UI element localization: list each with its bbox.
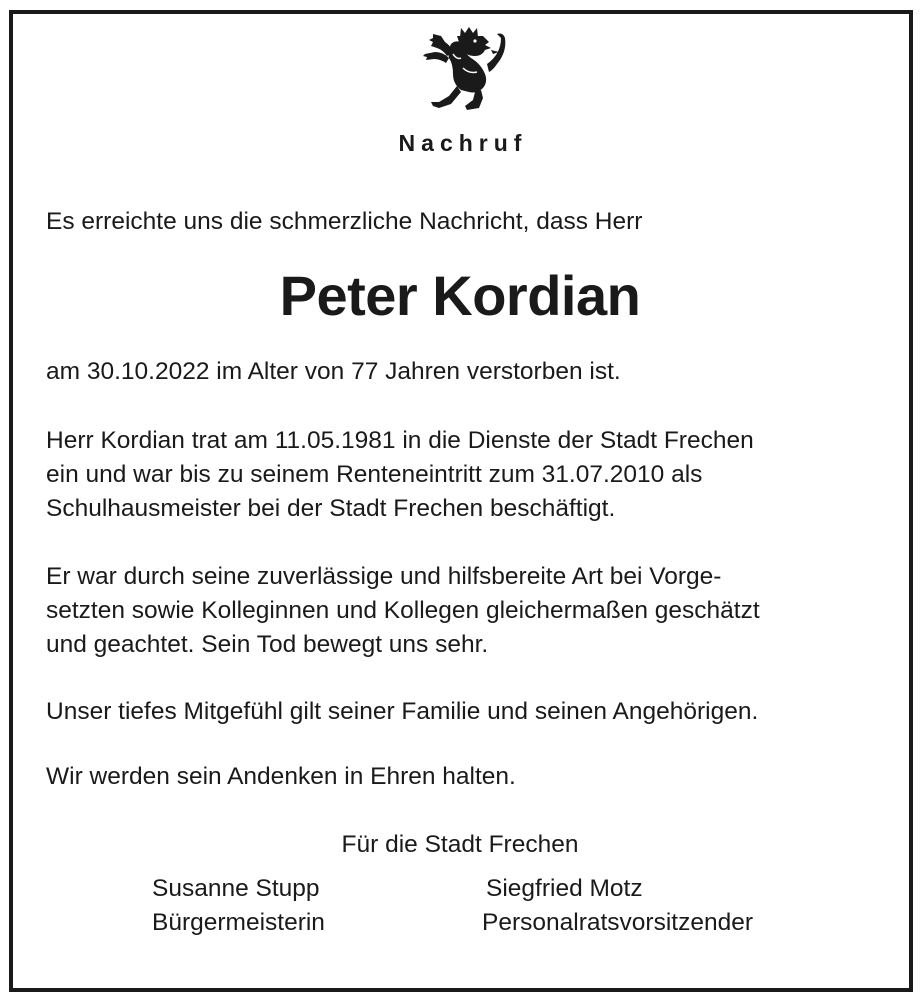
deceased-name: Peter Kordian [279, 264, 641, 327]
paragraph-line: ein und war bis zu seinem Renteneintritt zum 31.07.2010 als [46, 461, 703, 488]
paragraph-line: Er war durch seine zuverlässige und hilfsbereite Art bei Vorge- [46, 563, 722, 590]
paragraph-line: setzten sowie Kolleginnen und Kollegen gleichermaßen geschätzt [46, 597, 760, 624]
condolence-text: Unser tiefes Mitgefühl gilt seiner Familie und seinen Angehörigen. [46, 698, 759, 725]
on-behalf-line: Für die Stadt Frechen [341, 831, 579, 858]
heading-nachruf: Nachruf [398, 130, 528, 156]
death-line: am 30.10.2022 im Alter von 77 Jahren verstorben ist. [46, 358, 621, 385]
signatory-role: Bürgermeisterin [152, 909, 325, 936]
intro-text: Es erreichte uns die schmerzliche Nachricht, dass Herr [46, 208, 643, 235]
signatory-2 [482, 872, 753, 940]
rampant-lion-coat-of-arms-icon [417, 24, 509, 112]
paragraph-line: und geachtet. Sein Tod bewegt uns sehr. [46, 631, 489, 658]
signatory-1 [152, 872, 325, 940]
signatory-name: Siegfried Motz [486, 875, 643, 902]
paragraph-character [46, 560, 886, 662]
paragraph-line: Schulhausmeister bei der Stadt Frechen beschäftigt. [46, 495, 616, 522]
paragraph-line: Herr Kordian trat am 11.05.1981 in die Dienste der Stadt Frechen [46, 427, 754, 454]
remembrance-text: Wir werden sein Andenken in Ehren halten. [46, 763, 516, 790]
signatory-role: Personalratsvorsitzender [482, 909, 753, 936]
signatory-name: Susanne Stupp [152, 875, 320, 902]
paragraph-service [46, 424, 886, 526]
